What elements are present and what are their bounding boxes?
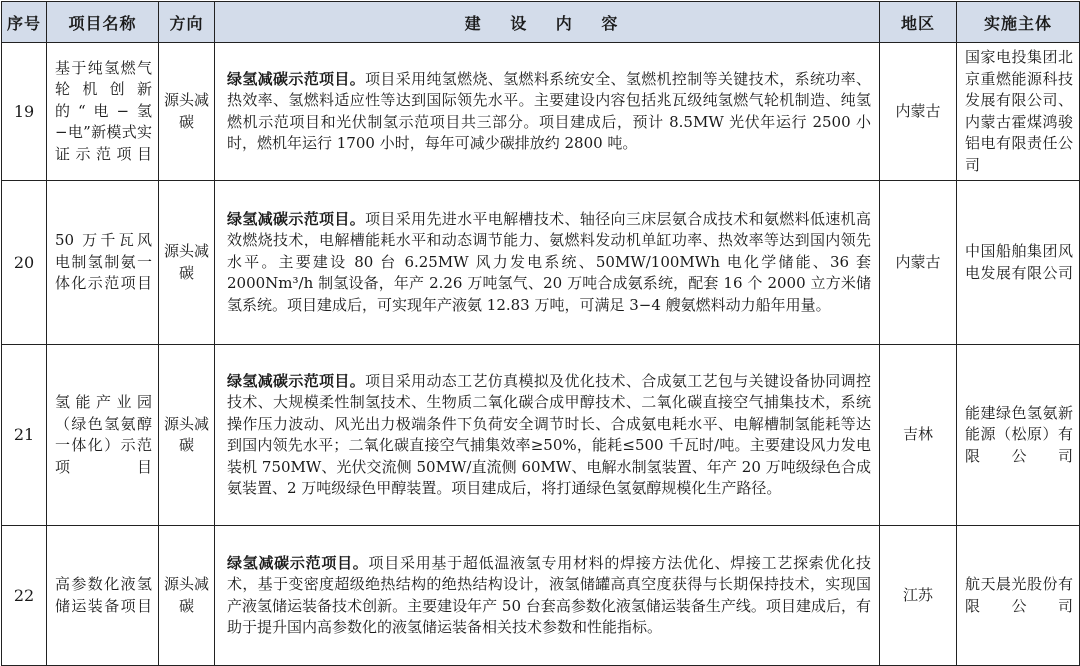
content-label: 绿氢减碳示范项目。 [227,553,369,572]
project-org: 国家电投集团北京重燃能源科技发展有限公司、内蒙古霍煤鸿骏铝电有限责任公司 [957,43,1080,181]
project-direction: 源头减碳 [159,526,215,666]
header-direction: 方向 [159,2,215,43]
row-number: 22 [2,526,47,666]
header-org: 实施主体 [957,2,1080,43]
header-no: 序号 [2,2,47,43]
table-row [2,345,1080,526]
project-org: 能建绿色氢氨新能源（松原）有限公司 [957,345,1080,526]
project-name: 50 万千瓦风电制氢制氨一体化示范项目 [47,181,159,345]
project-content [215,43,880,181]
header-content: 建 设 内 容 [215,2,880,43]
project-org: 中国船舶集团风电发展有限公司 [957,181,1080,345]
project-name: 高参数化液氢储运装备项目 [47,526,159,666]
project-region: 内蒙古 [880,181,957,345]
project-name: 基于纯氢燃气轮机创新的“电−氢−电”新模式实证示范项目 [47,43,159,181]
project-content [215,345,880,526]
header-name: 项目名称 [47,2,159,43]
header-region: 地区 [880,2,957,43]
project-table [1,1,1080,666]
table-row [2,181,1080,345]
project-content [215,181,880,345]
project-direction: 源头减碳 [159,181,215,345]
content-text: 项目采用先进水平电解槽技术、轴径向三床层氨合成技术和氨燃料低速机高效燃烧技术，电解槽能耗水平和动态调节能力、氨燃料发动机单缸功率、热效率等达到国内领先水平。主要建设 80 台 6.25MW 风力发电系统、50MW/100MWh 电化学储能、36 套 2000Nm³/h 制氢设备，年产 2.26 万吨氢气、20 万吨合成氨系统，配套 16 个 2000 立方米储氢系统。项目建成后，可实现年产液氨 12.83 万吨，可满足 3−4 艘氨燃料动力船年用量。 [227,209,871,314]
header-row [2,2,1080,43]
content-text: 项目采用动态工艺仿真模拟及优化技术、合成氨工艺包与关键设备协同调控技术、大规模柔性制氢技术、生物质二氧化碳合成甲醇技术、二氧化碳直接空气捕集技术，系统操作压力波动、风光出力极端条件下负荷安全调节时长、合成氨电耗水平、电解槽制氢能耗等达到国内领先水平；二氧化碳直接空气捕集效率≥50%，能耗≤500 千瓦时/吨。主要建设风力发电装机 750MW、光伏交流侧 50MW/直流侧 60MW、电解水制氢装置、年产 20 万吨级绿色合成氨装置、2 万吨级绿色甲醇装置。项目建成后，将打通绿色氢氨醇规模化生产路径。 [227,371,871,497]
row-number: 21 [2,345,47,526]
project-region: 江苏 [880,526,957,666]
project-region: 内蒙古 [880,43,957,181]
table-row [2,43,1080,181]
row-number: 20 [2,181,47,345]
project-direction: 源头减碳 [159,345,215,526]
table-row [2,526,1080,666]
project-name: 氢能产业园（绿色氢氨醇一体化）示范项目 [47,345,159,526]
content-label: 绿氢减碳示范项目。 [227,371,366,390]
content-label: 绿氢减碳示范项目。 [227,69,366,88]
project-org: 航天晨光股份有限公司 [957,526,1080,666]
row-number: 19 [2,43,47,181]
content-text: 项目采用纯氢燃烧、氢燃料系统安全、氢燃机控制等关键技术，系统功率、热效率、氢燃料适应性等达到国际领先水平。主要建设内容包括兆瓦级纯氢燃气轮机制造、纯氢燃机示范项目和光伏制氢示范项目共三部分。项目建成后，预计 8.5MW 光伏年运行 2500 小时，燃机年运行 1700 小时，每年可减少碳排放约 2800 吨。 [227,69,871,152]
content-label: 绿氢减碳示范项目。 [227,209,366,228]
project-direction: 源头减碳 [159,43,215,181]
project-region: 吉林 [880,345,957,526]
project-content [215,526,880,666]
content-text: 项目采用基于超低温液氢专用材料的焊接方法优化、焊接工艺探索优化技术，基于变密度超级绝热结构的绝热结构设计，液氢储罐高真空度获得与长期保持技术，实现国产液氢储运装备技术创新。主要建设年产 50 台套高参数化液氢储运装备生产线。项目建成后，有助于提升国内高参数化的液氢储运装备相关技术参数和性能指标。 [227,553,871,636]
